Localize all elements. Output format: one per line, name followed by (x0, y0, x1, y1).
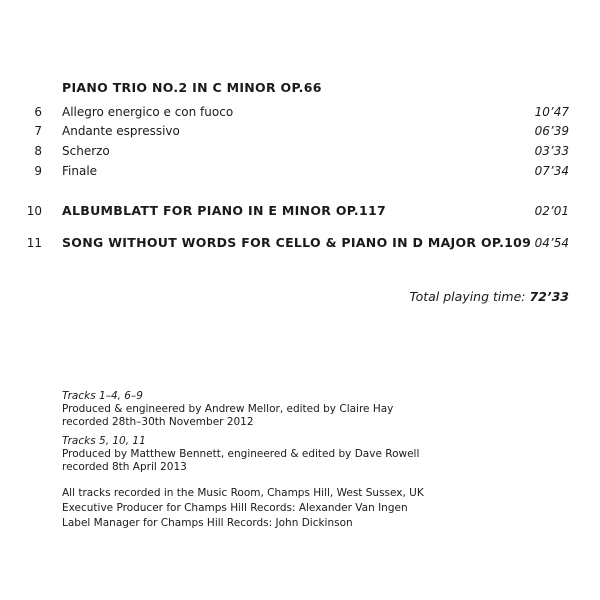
credits-line: Label Manager for Champs Hill Records: John Dickinson (62, 517, 353, 529)
track-title: Andante espressivo (62, 124, 180, 138)
track-duration: 04’54 (534, 236, 569, 250)
credits-tracks-label: Tracks 5, 10, 11 (62, 435, 146, 447)
track-title: Allegro energico e con fuoco (62, 105, 234, 119)
track-duration: 02’01 (534, 204, 569, 218)
track-number: 10 (26, 204, 42, 218)
track-duration: 07’34 (534, 164, 569, 178)
credits-line: recorded 8th April 2013 (62, 461, 187, 473)
track-number: 6 (34, 105, 42, 119)
track-number: 9 (34, 164, 42, 178)
track-title: Scherzo (62, 144, 110, 158)
credits-group-1 (62, 390, 393, 429)
credits-line: Executive Producer for Champs Hill Records: Alexander Van Ingen (62, 502, 408, 514)
work-heading: PIANO TRIO NO.2 IN C MINOR OP.66 (62, 80, 322, 95)
track-number: 11 (26, 236, 42, 250)
track-title: ALBUMBLATT FOR PIANO IN E MINOR OP.117 (62, 203, 386, 218)
track-title: SONG WITHOUT WORDS FOR CELLO & PIANO IN D MAJOR OP.109 (62, 235, 532, 250)
credits-line: Produced & engineered by Andrew Mellor, edited by Claire Hay (62, 403, 394, 415)
track-number: 7 (34, 124, 42, 138)
track-number: 8 (34, 144, 42, 158)
total-playing-time (410, 289, 570, 304)
credits-line: All tracks recorded in the Music Room, Champs Hill, West Sussex, UK (62, 487, 424, 499)
credits-line: recorded 28th–30th November 2012 (62, 416, 254, 428)
track-duration: 10’47 (534, 105, 569, 119)
total-label: Total playing time: (409, 289, 526, 304)
total-value: 72’33 (529, 289, 569, 304)
track-duration: 06’39 (534, 124, 569, 138)
credits-line: Produced by Matthew Bennett, engineered & edited by Dave Rowell (62, 448, 420, 460)
credits-tracks-label: Tracks 1–4, 6–9 (62, 390, 143, 402)
track-title: Finale (62, 164, 98, 178)
track-duration: 03’33 (534, 144, 569, 158)
credits-group-2 (62, 435, 419, 474)
credits-general (62, 486, 424, 531)
